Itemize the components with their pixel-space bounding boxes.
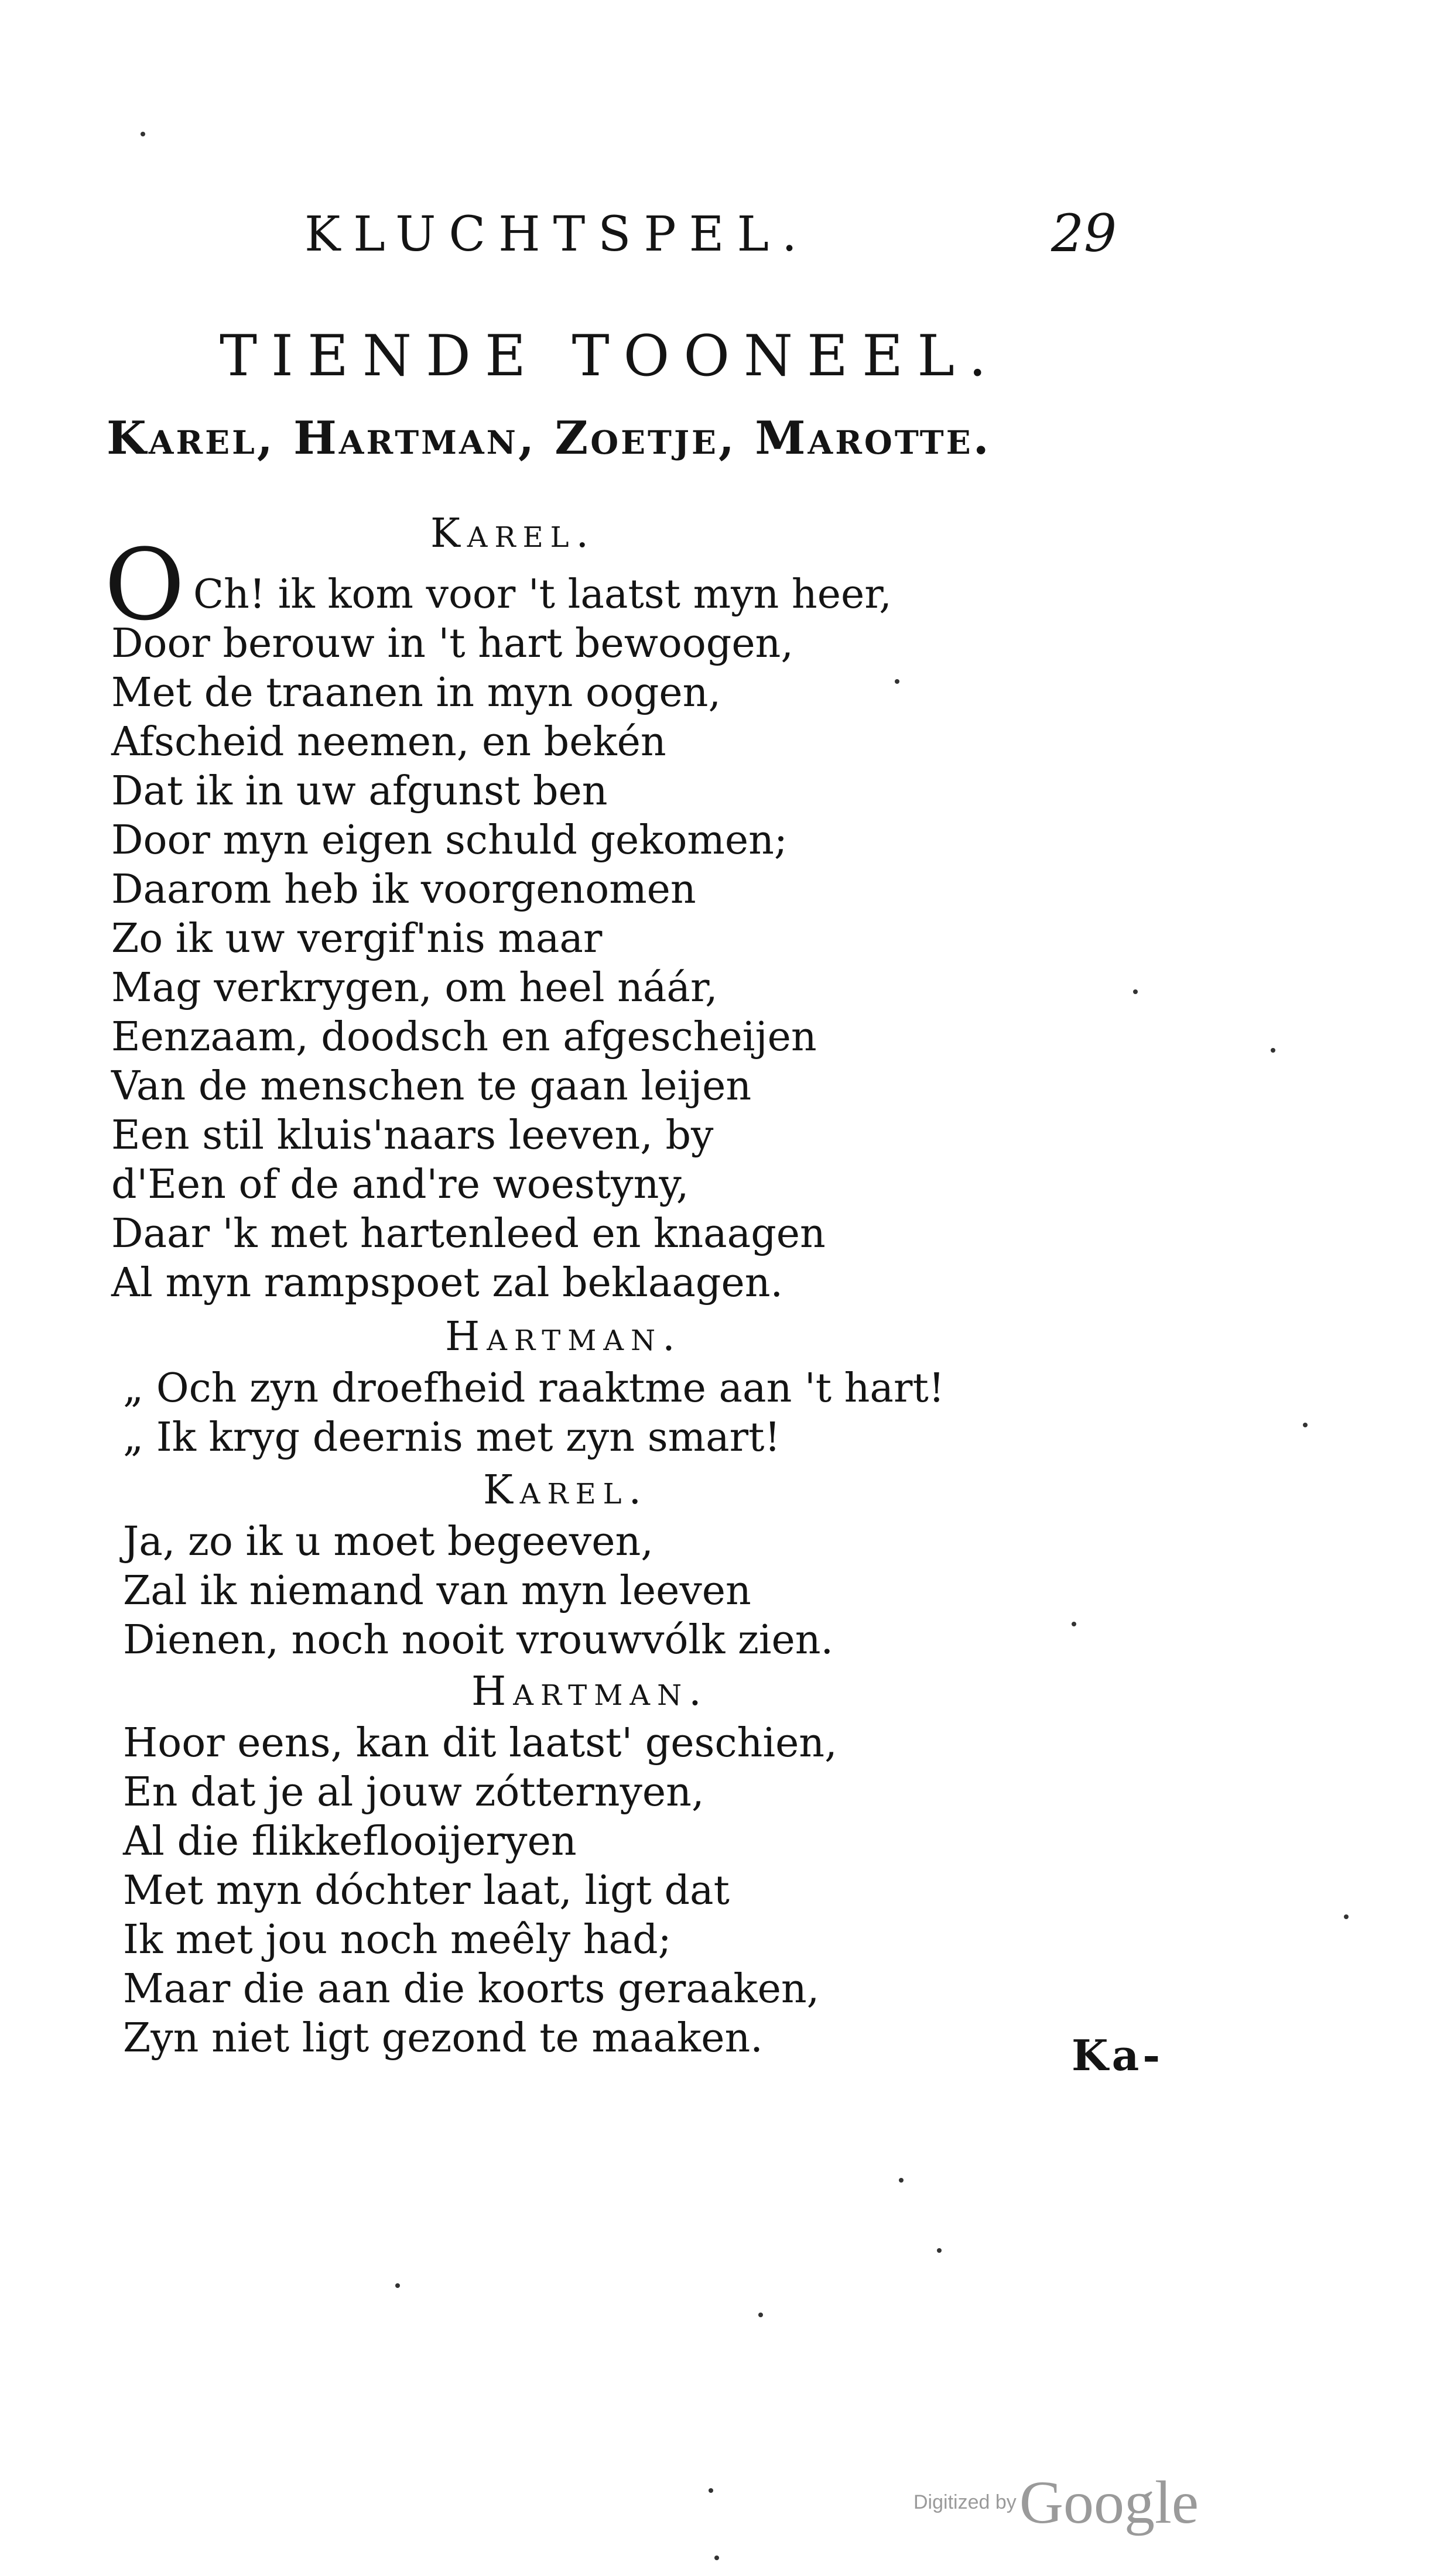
verse-line: En dat je al jouw zótternyen, <box>123 1769 704 1815</box>
paper-speck <box>937 2248 942 2253</box>
verse-line: Met myn dóchter laat, ligt dat <box>123 1868 730 1914</box>
paper-speck <box>1133 989 1138 994</box>
verse-line: Ja, zo ik u moet begeeven, <box>123 1519 653 1565</box>
paper-speck <box>714 2556 719 2560</box>
running-head: KLUCHTSPEL. <box>304 207 810 262</box>
verse-line: Ch! ik kom voor 't laatst myn heer, <box>193 571 892 618</box>
verse-line: Door berouw in 't hart bewoogen, <box>111 621 793 667</box>
speaker-name: Karel. <box>483 1467 649 1513</box>
verse-line: Dienen, noch nooit vrouwvólk zien. <box>123 1617 834 1663</box>
verse-line: Daarom heb ik voorgenomen <box>111 866 696 913</box>
watermark-prefix: Digitized by <box>913 2491 1017 2513</box>
verse-line: Zyn niet ligt gezond te maaken. <box>123 2015 763 2061</box>
verse-line: „ Och zyn droefheid raaktme aan 't hart! <box>123 1365 945 1412</box>
verse-line: Een stil kluis'naars leeven, by <box>111 1112 714 1159</box>
verse-line: Zal ik niemand van myn leeven <box>123 1568 751 1614</box>
drop-capital: O <box>104 527 185 642</box>
verse-line: Zo ik uw vergif'nis maar <box>111 916 603 962</box>
catchword: Ka- <box>1072 2030 1164 2080</box>
verse-line: Ik met jou noch meêly had; <box>123 1917 672 1963</box>
paper-speck <box>141 132 145 136</box>
verse-line: Met de traanen in myn oogen, <box>111 670 721 716</box>
verse-line: Afscheid neemen, en bekén <box>111 719 666 765</box>
speaker-name: Hartman. <box>471 1669 709 1715</box>
verse-line: Door myn eigen schuld gekomen; <box>111 817 788 864</box>
verse-line: d'Een of de and're woestyny, <box>111 1162 689 1208</box>
speaker-name: Karel. <box>430 511 596 557</box>
cast-list: Karel, Hartman, Zoetje, Marotte. <box>107 412 991 465</box>
paper-speck <box>1271 1048 1275 1053</box>
paper-speck <box>1072 1622 1076 1626</box>
verse-line: Dat ik in uw afgunst ben <box>111 768 608 814</box>
verse-line: Hoor eens, kan dit laatst' geschien, <box>123 1720 837 1766</box>
paper-speck <box>709 2488 713 2493</box>
watermark-brand: Google <box>1019 2469 1199 2536</box>
paper-speck <box>758 2313 763 2317</box>
speaker-name: Hartman. <box>445 1314 682 1360</box>
paper-speck <box>1344 1914 1349 1919</box>
verse-line: Van de menschen te gaan leijen <box>111 1063 752 1109</box>
paper-speck <box>899 2178 904 2183</box>
verse-line: „ Ik kryg deernis met zyn smart! <box>123 1414 781 1461</box>
verse-line: Al die flikkeflooijeryen <box>123 1818 577 1865</box>
digitized-watermark <box>913 2468 1199 2537</box>
verse-line: Daar 'k met hartenleed en knaagen <box>111 1211 826 1257</box>
verse-line: Al myn rampspoet zal beklaagen. <box>111 1260 783 1306</box>
paper-speck <box>395 2283 400 2288</box>
verse-line: Mag verkrygen, om heel náár, <box>111 965 718 1011</box>
page-number: 29 <box>1051 203 1117 263</box>
paper-speck <box>1303 1423 1308 1427</box>
verse-line: Eenzaam, doodsch en afgescheijen <box>111 1014 817 1060</box>
scene-title: TIENDE TOONEEL. <box>220 323 1001 389</box>
paper-speck <box>895 679 899 684</box>
verse-line: Maar die aan die koorts geraaken, <box>123 1966 820 2012</box>
